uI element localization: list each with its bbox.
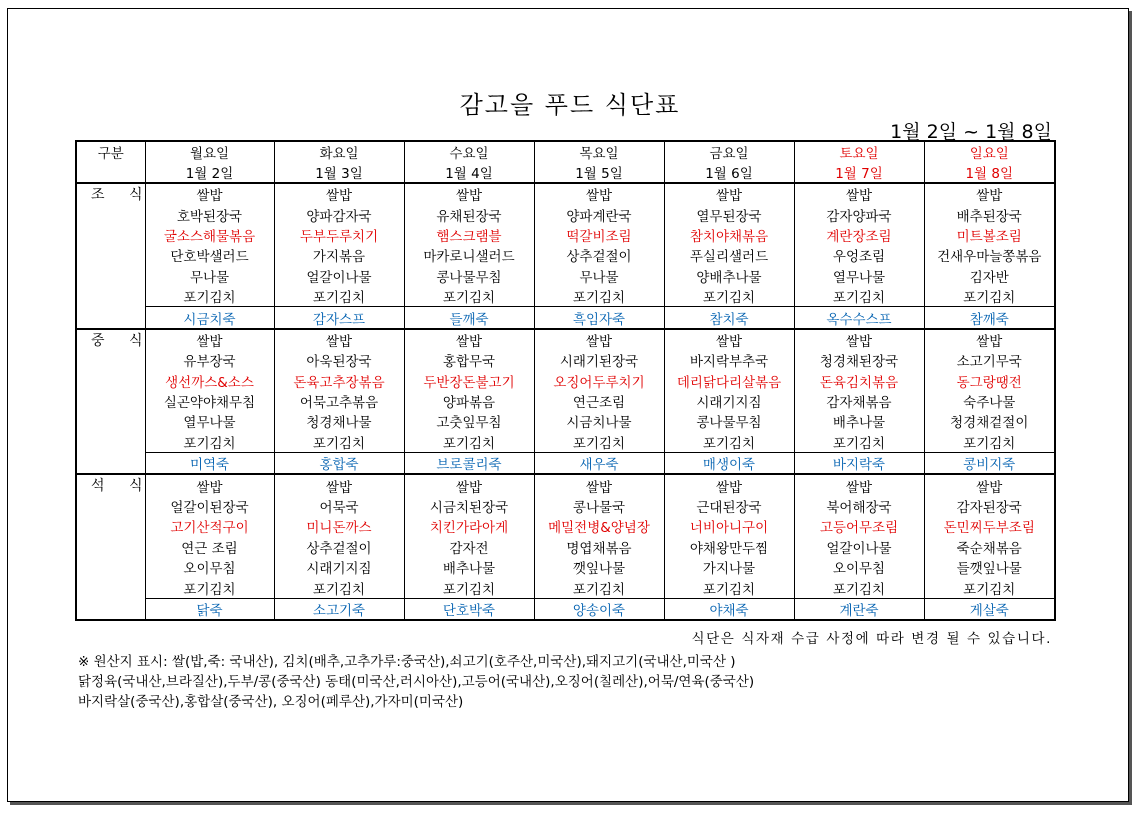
meal-row [76,371,1055,391]
menu-item: 얼갈이나물 [274,266,404,286]
meal-row [76,266,1055,286]
day-name: 화요일 [274,141,404,162]
menu-item: 청경채겉절이 [924,411,1055,431]
menu-item: 콩나물무침 [664,411,794,431]
menu-item: 마카로니샐러드 [404,245,534,265]
menu-item: 시래기지짐 [274,557,404,577]
day-date: 1월 2일 [145,162,274,183]
menu-item: 청경채나물 [274,411,404,431]
menu-item: 포기김치 [274,432,404,453]
menu-item: 쌀밥 [274,183,404,204]
menu-item: 연근 조림 [145,537,274,557]
porridge-row [76,453,1055,475]
menu-item: 오이무침 [145,557,274,577]
menu-item: 동그랑땡전 [924,371,1055,391]
day-date: 1월 4일 [404,162,534,183]
menu-item: 가지볶음 [274,245,404,265]
menu-item: 감자전 [404,537,534,557]
porridge-item: 시금치죽 [145,307,274,329]
menu-item: 배추된장국 [924,204,1055,224]
porridge-item: 게살죽 [924,598,1055,620]
meal-label-text: 조 식 [91,187,153,203]
meal-label-blank [76,598,145,620]
menu-item: 포기김치 [404,577,534,598]
porridge-item: 양송이죽 [534,598,664,620]
meal-label-blank [76,516,145,536]
porridge-item: 매생이죽 [664,453,794,475]
meal-row [76,245,1055,265]
menu-item: 쌀밥 [534,474,664,495]
meal-label-blank [76,307,145,329]
meal-row [76,225,1055,245]
date-header-row [76,162,1055,183]
day-date: 1월 8일 [924,162,1055,183]
menu-item: 포기김치 [924,286,1055,307]
porridge-item: 바지락죽 [794,453,924,475]
menu-item: 숙주나물 [924,391,1055,411]
menu-item: 가지나물 [664,557,794,577]
menu-item: 쌀밥 [794,474,924,495]
meal-label-text: 석 식 [91,478,153,495]
menu-item: 돈육고추장볶음 [274,371,404,391]
menu-item: 포기김치 [794,432,924,453]
meal-label-blank [76,371,145,391]
menu-item: 소고기무국 [924,350,1055,370]
menu-item: 푸실리샐러드 [664,245,794,265]
meal-label [76,474,153,495]
porridge-item: 단호박죽 [404,598,534,620]
menu-item: 야채왕만두찜 [664,537,794,557]
menu-item: 우엉조림 [794,245,924,265]
menu-item: 고춧잎무침 [404,411,534,431]
menu-item: 포기김치 [794,577,924,598]
meal-label-blank [76,350,145,370]
menu-item: 열무된장국 [664,204,794,224]
menu-item: 근대된장국 [664,496,794,516]
meal-row [76,432,1055,453]
porridge-row [76,307,1055,329]
menu-item: 참치야채볶음 [664,225,794,245]
origin-line-1: ※ 원산지 표시: 쌀(밥,죽: 국내산), 김치(배추,고추가루:중국산),쇠고기(호주산,미국산),돼지고기(국내산,미국산 ) [78,654,736,670]
menu-item: 포기김치 [404,432,534,453]
menu-item: 감자채볶음 [794,391,924,411]
menu-item: 포기김치 [274,577,404,598]
menu-item: 깻잎나물 [534,557,664,577]
menu-item: 쌀밥 [664,474,794,495]
meal-row [76,204,1055,224]
day-name: 목요일 [534,141,664,162]
menu-item: 명엽채볶음 [534,537,664,557]
day-date: 1월 7일 [794,162,924,183]
menu-item: 쌀밥 [664,329,794,350]
day-name: 수요일 [404,141,534,162]
menu-item: 단호박샐러드 [145,245,274,265]
menu-item: 고등어무조림 [794,516,924,536]
menu-item: 양배추나물 [664,266,794,286]
meal-label-blank [76,245,145,265]
menu-item: 들깻잎나물 [924,557,1055,577]
category-header-blank [76,162,145,183]
meal-label-blank [76,537,145,557]
menu-item: 김자반 [924,266,1055,286]
menu-item: 얼갈이나물 [794,537,924,557]
menu-item: 열무나물 [794,266,924,286]
menu-item: 쌀밥 [274,474,404,495]
menu-item: 콩나물국 [534,496,664,516]
menu-item: 양파감자국 [274,204,404,224]
meal-label [76,329,153,350]
menu-item: 포기김치 [404,286,534,307]
menu-item: 포기김치 [534,286,664,307]
meal-plan-body [76,183,1055,620]
menu-item: 상추겉절이 [534,245,664,265]
menu-item: 포기김치 [664,286,794,307]
day-header-row [76,141,1055,162]
menu-item: 콩나물무침 [404,266,534,286]
menu-item: 쌀밥 [924,474,1055,495]
menu-item: 어묵고추볶음 [274,391,404,411]
porridge-item: 닭죽 [145,598,274,620]
menu-item: 쌀밥 [794,183,924,204]
menu-item: 홍합무국 [404,350,534,370]
porridge-item: 들깨죽 [404,307,534,329]
menu-item: 쌀밥 [534,183,664,204]
menu-item: 쌀밥 [924,329,1055,350]
menu-item: 치킨가라아게 [404,516,534,536]
meal-row [76,557,1055,577]
menu-item: 어묵국 [274,496,404,516]
menu-item: 돈육김치볶음 [794,371,924,391]
menu-item: 쌀밥 [924,183,1055,204]
menu-item: 햄스크램블 [404,225,534,245]
porridge-item: 소고기죽 [274,598,404,620]
meal-row [76,537,1055,557]
meal-row [76,350,1055,370]
menu-item: 두부두루치기 [274,225,404,245]
menu-item: 쌀밥 [794,329,924,350]
meal-label-blank [76,557,145,577]
meal-label-blank [76,225,145,245]
menu-item: 포기김치 [794,286,924,307]
menu-item: 배추나물 [794,411,924,431]
day-date: 1월 3일 [274,162,404,183]
day-name: 토요일 [794,141,924,162]
menu-item: 떡갈비조림 [534,225,664,245]
menu-item: 포기김치 [664,577,794,598]
meal-label [76,183,153,204]
menu-item: 감자된장국 [924,496,1055,516]
meal-row [76,496,1055,516]
menu-item: 쌀밥 [404,474,534,495]
meal-label-blank [76,577,145,598]
meal-label-blank [76,286,145,307]
meal-label-blank [76,266,145,286]
menu-item: 무나물 [145,266,274,286]
menu-item: 포기김치 [145,432,274,453]
menu-item: 미트볼조림 [924,225,1055,245]
menu-item: 양파볶음 [404,391,534,411]
meal-label-blank [76,391,145,411]
porridge-item: 감자스프 [274,307,404,329]
menu-item: 메밀전병&양념장 [534,516,664,536]
menu-item: 생선까스&소스 [145,371,274,391]
menu-item: 무나물 [534,266,664,286]
menu-item: 배추나물 [404,557,534,577]
day-date: 1월 5일 [534,162,664,183]
category-header: 구분 [97,146,124,162]
menu-item: 두반장돈불고기 [404,371,534,391]
menu-item: 북어해장국 [794,496,924,516]
menu-item: 양파계란국 [534,204,664,224]
menu-item: 쌀밥 [145,183,274,204]
meal-label-blank [76,432,145,453]
menu-item: 연근조림 [534,391,664,411]
change-notice: 식단은 식자재 수급 사정에 따라 변경 될 수 있습니다. [691,631,1052,647]
origin-line-2: 닭정육(국내산,브라질산),두부/콩(중국산) 동태(미국산,러시아산),고등어(국내산),오징어(칠레산),어묵/연육(중국산) [78,674,755,690]
day-name: 금요일 [664,141,794,162]
menu-item: 시래기된장국 [534,350,664,370]
menu-item: 쌀밥 [404,183,534,204]
menu-item: 포기김치 [924,577,1055,598]
menu-item: 고기산적구이 [145,516,274,536]
menu-item: 청경채된장국 [794,350,924,370]
menu-item: 쌀밥 [274,329,404,350]
page-title: 감고을 푸드 식단표 [459,91,681,119]
porridge-item: 참치죽 [664,307,794,329]
menu-item: 감자양파국 [794,204,924,224]
menu-item: 호박된장국 [145,204,274,224]
menu-item: 포기김치 [924,432,1055,453]
porridge-item: 계란죽 [794,598,924,620]
porridge-item: 브로콜리죽 [404,453,534,475]
menu-item: 오이무침 [794,557,924,577]
day-name: 일요일 [924,141,1055,162]
menu-item: 시금치된장국 [404,496,534,516]
meal-row [76,183,1055,204]
menu-item: 얼갈이된장국 [145,496,274,516]
meal-label-blank [76,453,145,475]
meal-label-text: 중 식 [91,332,153,349]
menu-item: 오징어두루치기 [534,371,664,391]
menu-item: 포기김치 [664,432,794,453]
menu-item: 포기김치 [274,286,404,307]
menu-item: 상추겉절이 [274,537,404,557]
meal-label-blank [76,411,145,431]
day-name: 월요일 [145,141,274,162]
menu-item: 굴소스해물볶음 [145,225,274,245]
menu-item: 바지락부추국 [664,350,794,370]
meal-row [76,516,1055,536]
meal-row [76,577,1055,598]
meal-label-blank [76,204,145,224]
porridge-item: 야채죽 [664,598,794,620]
menu-item: 데리닭다리살볶음 [664,371,794,391]
menu-item: 너비아니구이 [664,516,794,536]
menu-item: 포기김치 [145,286,274,307]
porridge-item: 옥수수스프 [794,307,924,329]
menu-item: 실곤약야채무침 [145,391,274,411]
date-range: 1월 2일 ~ 1월 8일 [890,121,1052,143]
menu-item: 계란장조림 [794,225,924,245]
menu-item: 시금치나물 [534,411,664,431]
menu-item: 열무나물 [145,411,274,431]
meal-label-blank [76,496,145,516]
menu-item: 쌀밥 [145,474,274,495]
menu-item: 시래기지짐 [664,391,794,411]
menu-item: 건새우마늘쫑볶음 [924,245,1055,265]
menu-item: 유부장국 [145,350,274,370]
meal-row [76,329,1055,350]
meal-row [76,474,1055,495]
porridge-item: 콩비지죽 [924,453,1055,475]
menu-item: 아욱된장국 [274,350,404,370]
menu-item: 포기김치 [145,577,274,598]
origin-line-3: 바지락살(중국산),홍합살(중국산), 오징어(페루산),가자미(미국산) [78,694,464,710]
porridge-item: 홍합죽 [274,453,404,475]
menu-item: 쌀밥 [664,183,794,204]
porridge-row [76,598,1055,620]
porridge-item: 참깨죽 [924,307,1055,329]
meal-row [76,411,1055,431]
menu-item: 쌀밥 [534,329,664,350]
porridge-item: 흑임자죽 [534,307,664,329]
meal-row [76,391,1055,411]
menu-item: 포기김치 [534,432,664,453]
menu-item: 돈민찌두부조림 [924,516,1055,536]
menu-item: 쌀밥 [145,329,274,350]
meal-plan-table [75,140,1056,621]
porridge-item: 미역죽 [145,453,274,475]
meal-row [76,286,1055,307]
menu-item: 미니돈까스 [274,516,404,536]
menu-item: 포기김치 [534,577,664,598]
porridge-item: 새우죽 [534,453,664,475]
day-date: 1월 6일 [664,162,794,183]
menu-item: 죽순채볶음 [924,537,1055,557]
menu-item: 유채된장국 [404,204,534,224]
menu-item: 쌀밥 [404,329,534,350]
